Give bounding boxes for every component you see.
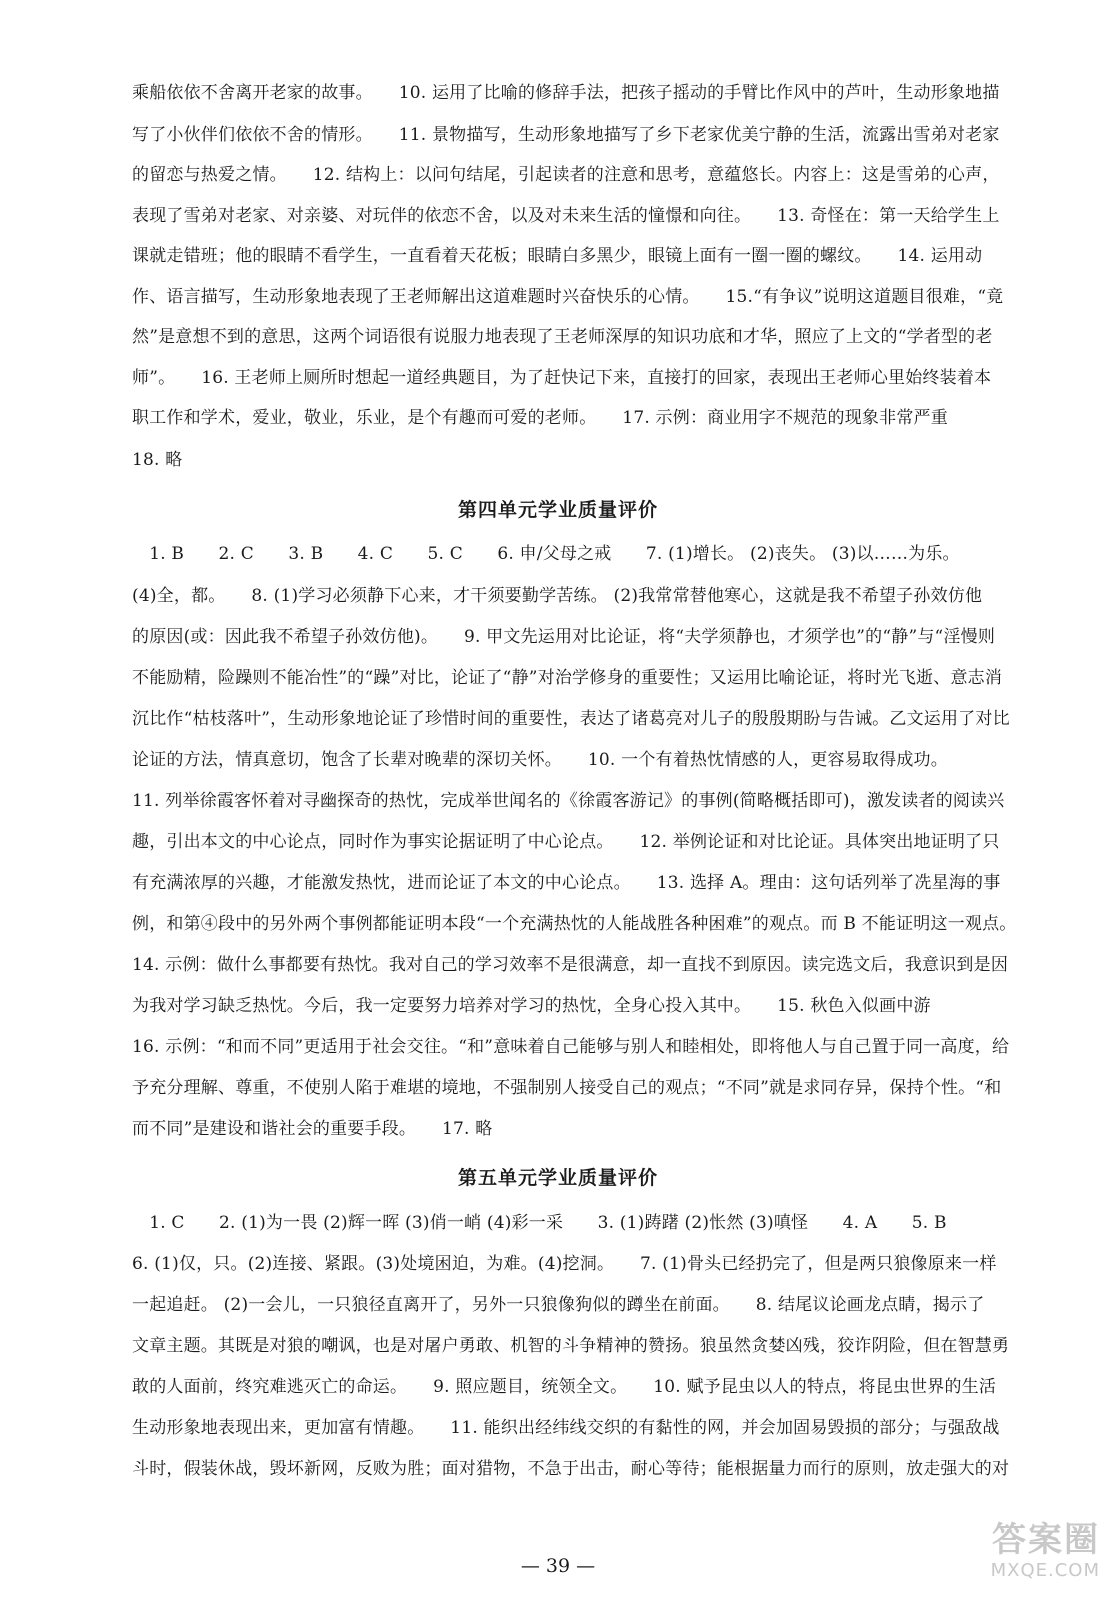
watermark-url: MXQE.COM <box>990 1560 1100 1581</box>
text-line: 18. 略 <box>132 450 183 470</box>
text-line: 写了小伙伴们依依不舍的情形。 11. 景物描写，生动形象地描写了乡下老家优美宁静的生活，流露出雪弟对老家 <box>132 125 1000 145</box>
text-line: 11. 列举徐霞客怀着对寻幽探奇的热忱，完成举世闻名的《徐霞客游记》的事例(简略概括即可)，激发读者的阅读兴 <box>132 791 1005 811</box>
text-line: 生动形象地表现出来，更加富有情趣。 11. 能织出经纬线交织的有黏性的网，并会加固易毁损的部分；与强敌战 <box>132 1418 1000 1438</box>
text-line: 6. (1)仅，只。(2)连接、紧跟。(3)处境困迫，为难。(4)挖洞。 7. (1)骨头已经扔完了，但是两只狼像原来一样 <box>132 1254 997 1274</box>
text-line: 乘船依依不舍离开老家的故事。 10. 运用了比喻的修辞手法，把孩子摇动的手臂比作风中的芦叶，生动形象地描 <box>132 83 1000 103</box>
text-line: 作、语言描写，生动形象地表现了王老师解出这道难题时兴奋快乐的心情。 15.“有争议”说明这道题目很难，“竟 <box>132 287 1004 307</box>
text-line: 16. 示例：“和而不同”更适用于社会交往。“和”意味着自己能够与别人和睦相处，即将他人与自己置于同一高度，给 <box>132 1037 1010 1057</box>
watermark-logo <box>930 1520 1100 1590</box>
watermark-title: 答案圈 <box>992 1520 1100 1560</box>
text-line: 1. C 2. (1)为一畏 (2)辉一晖 (3)俏一峭 (4)彩一采 3. (1)踌躇 (2)怅然 (3)嗔怪 4. A 5. B <box>132 1213 947 1233</box>
text-line: 予充分理解、尊重，不使别人陷于难堪的境地，不强制别人接受自己的观点；“不同”就是求同存异，保持个性。“和 <box>132 1078 1002 1098</box>
page-number: — 39 — <box>520 1555 596 1577</box>
text-line: 的留恋与热爱之情。 12. 结构上：以问句结尾，引起读者的注意和思考，意蕴悠长。内容上：这是雪弟的心声， <box>132 165 1000 185</box>
text-line: 例，和第④段中的另外两个事例都能证明本段“一个充满热忱的人能战胜各种困难”的观点。而 B 不能证明这一观点。 <box>132 914 1017 934</box>
text-line: 然”是意想不到的意思，这两个词语很有说服力地表现了王老师深厚的知识功底和才华，照应了上文的“学者型的老 <box>132 327 993 347</box>
text-line: 斗时，假装休战，毁坏新网，反败为胜；面对猎物，不急于出击，耐心等待；能根据量力而行的原则，放走强大的对 <box>132 1459 1010 1479</box>
text-line: 有充满浓厚的兴趣，才能激发热忱，进而论证了本文的中心论点。 13. 选择 A。理由：这句话列举了冼星海的事 <box>132 873 1001 893</box>
text-line: 趣，引出本文的中心论点，同时作为事实论据证明了中心论点。 12. 举例论证和对比论证。具体突出地证明了只 <box>132 832 1000 852</box>
text-line: 职工作和学术，爱业，敬业，乐业，是个有趣而可爱的老师。 17. 示例：商业用字不规范的现象非常严重 <box>132 408 948 428</box>
text-line: 师”。 16. 王老师上厕所时想起一道经典题目，为了赶快记下来，直接打的回家，表现出王老师心里始终装着本 <box>132 368 992 388</box>
text-line: 的原因(或：因此我不希望子孙效仿他)。 9. 甲文先运用对比论证，将“夫学须静也，才须学也”的“静”与“淫慢则 <box>132 627 996 647</box>
text-line: 敢的人面前，终究难逃灭亡的命运。 9. 照应题目，统领全文。 10. 赋予昆虫以人的特点，将昆虫世界的生活 <box>132 1377 997 1397</box>
section-heading-unit-5: 第五单元学业质量评价 <box>457 1167 658 1189</box>
text-line: 1. B 2. C 3. B 4. C 5. C 6. 申/父母之戒 7. (1)增长。 (2)丧失。 (3)以……为乐。 <box>132 544 960 564</box>
text-line: 不能励精，险躁则不能冶性”的“躁”对比，论证了“静”对治学修身的重要性；又运用比喻论证，将时光飞逝、意志消 <box>132 668 1003 688</box>
text-line: 课就走错班；他的眼睛不看学生，一直看着天花板；眼睛白多黑少，眼镜上面有一圈一圈的螺纹。 14. 运用动 <box>132 246 983 266</box>
text-line: 文章主题。其既是对狼的嘲讽，也是对屠户勇敢、机智的斗争精神的赞扬。狼虽然贪婪凶残，狡诈阴险，但在智慧勇 <box>132 1336 1010 1356</box>
text-line: 论证的方法，情真意切，饱含了长辈对晚辈的深切关怀。 10. 一个有着热忱情感的人，更容易取得成功。 <box>132 750 948 770</box>
text-line: 为我对学习缺乏热忱。今后，我一定要努力培养对学习的热忱，全身心投入其中。 15. 秋色入似画中游 <box>132 996 931 1016</box>
text-line: 表现了雪弟对老家、对亲婆、对玩伴的依恋不舍，以及对未来生活的憧憬和向往。 13. 奇怪在：第一天给学生上 <box>132 206 1000 226</box>
text-line: 14. 示例：做什么事都要有热忱。我对自己的学习效率不是很满意，却一直找不到原因。读完选文后，我意识到是因 <box>132 955 1009 975</box>
section-heading-unit-4: 第四单元学业质量评价 <box>457 499 658 521</box>
text-line: 而不同”是建设和谐社会的重要手段。 17. 略 <box>132 1119 493 1139</box>
text-line: (4)全，都。 8. (1)学习必须静下心来，才干须要勤学苦练。 (2)我常常替他寒心，这就是我不希望子孙效仿他 <box>132 586 983 606</box>
text-line: 沉比作“枯枝落叶”，生动形象地论证了珍惜时间的重要性，表达了诸葛亮对儿子的殷殷期盼与告诫。乙文运用了对比 <box>132 709 1010 729</box>
text-line: 一起追赶。 (2)一会儿，一只狼径直离开了，另外一只狼像狗似的蹲坐在前面。 8. 结尾议论画龙点睛，揭示了 <box>132 1295 985 1315</box>
